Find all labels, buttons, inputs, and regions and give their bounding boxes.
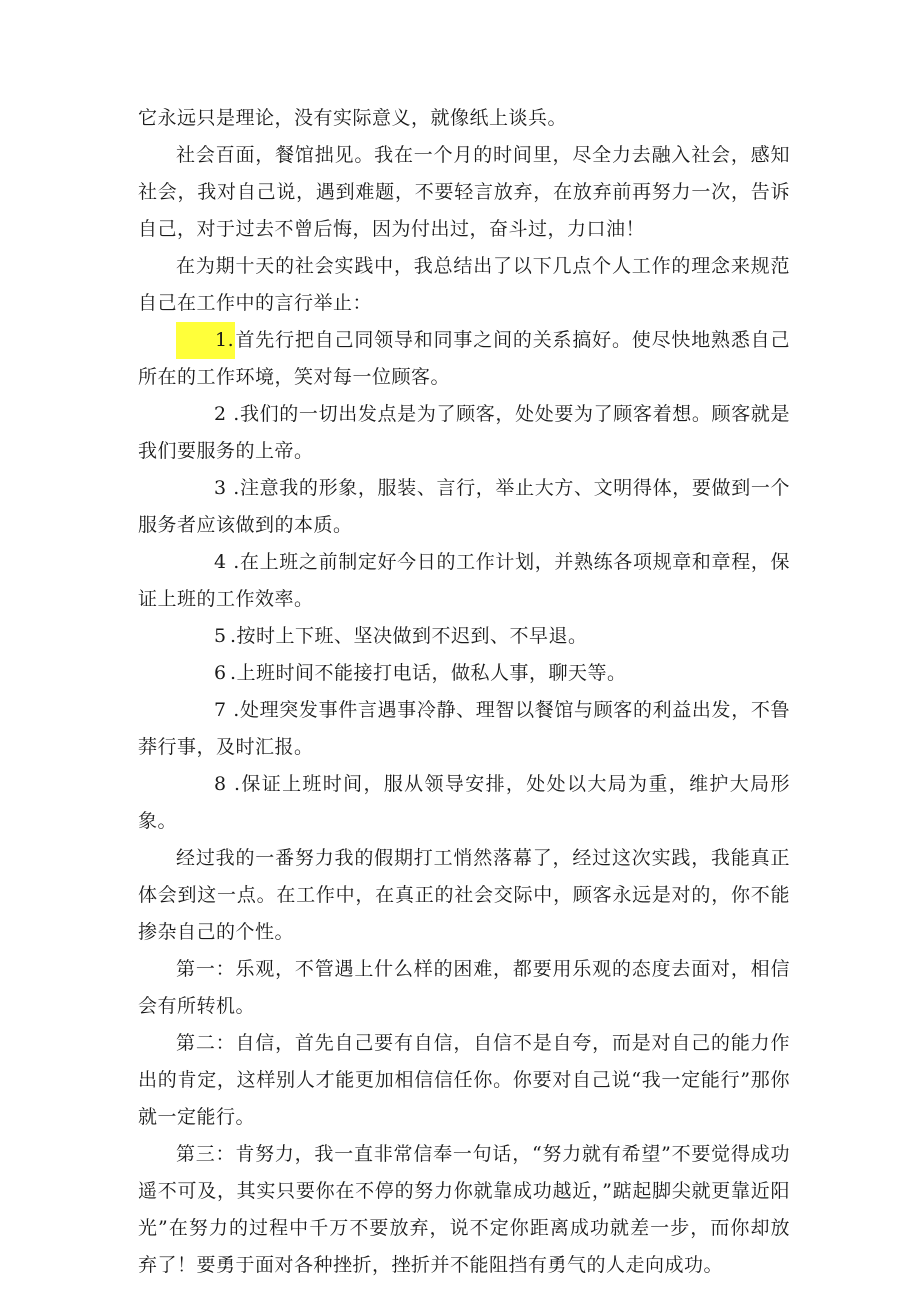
list-number: 7 (214, 699, 227, 721)
list-item-text: .处理突发事件言遇事冷静、理智以餐馆与顾客的利益出发，不鲁莽行事，及时汇报。 (138, 699, 791, 758)
list-item-7 (138, 692, 790, 766)
list-item-text: .在上班之前制定好今日的工作计划，并熟练各项规章和章程，保证上班的工作效率。 (138, 551, 791, 610)
list-item-text: .我们的一切出发点是为了顾客，处处要为了顾客着想。顾客就是我们要服务的上帝。 (138, 403, 791, 462)
list-number: 4 (214, 551, 227, 573)
list-number: 6 (214, 662, 227, 684)
paragraph-point-three: 第三：肯努力，我一直非常信奉一句话，“努力就有希望”不要觉得成功遥不可及，其实只要你在不停的努力你就靠成功越近，”踮起脚尖就更靠近阳光”在努力的过程中千万不要放弃，说不定你距离成功就差一步，而你却放弃了！要勇于面对各种挫折，挫折并不能阻挡有勇气的人走向成功。 (138, 1143, 790, 1276)
list-number-highlighted: 1. (176, 322, 235, 359)
list-item-text: .上班时间不能接打电话，做私人事，聊天等。 (230, 662, 627, 684)
list-item-3 (138, 470, 790, 544)
paragraph-point-two: 第二：自信，首先自己要有自信，自信不是自夸，而是对自己的能力作出的肯定，这样别人才能更加相信信任你。你要对自己说“我一定能行”那你就一定能行。 (138, 1032, 790, 1128)
list-item-1 (138, 322, 790, 396)
list-number: 5 (214, 625, 227, 647)
list-number: 3 (214, 477, 227, 499)
paragraph-continuation: 它永远只是理论，没有实际意义，就像纸上谈兵。 (138, 107, 568, 129)
list-number: 2 (214, 403, 227, 425)
list-item-2 (138, 396, 790, 470)
list-number: 8 (214, 773, 227, 795)
list-item-5 (138, 618, 790, 655)
document-page (138, 100, 790, 1284)
list-item-8 (138, 766, 790, 840)
list-item-text: 首先行把自己同领导和同事之间的关系搞好。使尽快地熟悉自己所在的工作环境，笑对每一位顾客。 (138, 329, 790, 388)
paragraph-closing: 经过我的一番努力我的假期打工悄然落幕了，经过这次实践，我能真正体会到这一点。在工作中，在真正的社会交际中，顾客永远是对的，你不能掺杂自己的个性。 (138, 847, 790, 943)
list-item-text: .注意我的形象，服装、言行，举止大方、文明得体，要做到一个服务者应该做到的本质。 (138, 477, 791, 536)
list-item-6 (138, 655, 790, 692)
paragraph-society: 社会百面，餐馆拙见。我在一个月的时间里，尽全力去融入社会，感知社会，我对自己说，遇到难题，不要轻言放弃，在放弃前再努力一次，告诉自己，对于过去不曾后悔，因为付出过，奋斗过，力口油！ (138, 144, 790, 240)
paragraph-point-one: 第一：乐观，不管遇上什么样的困难，都要用乐观的态度去面对，相信会有所转机。 (138, 958, 790, 1017)
list-item-text: .按时上下班、坚决做到不迟到、不早退。 (230, 625, 588, 647)
list-item-text: .保证上班时间，服从领导安排，处处以大局为重，维护大局形象。 (138, 773, 790, 832)
list-item-4 (138, 544, 790, 618)
paragraph-summary-intro: 在为期十天的社会实践中，我总结出了以下几点个人工作的理念来规范自己在工作中的言行举止： (138, 255, 790, 314)
